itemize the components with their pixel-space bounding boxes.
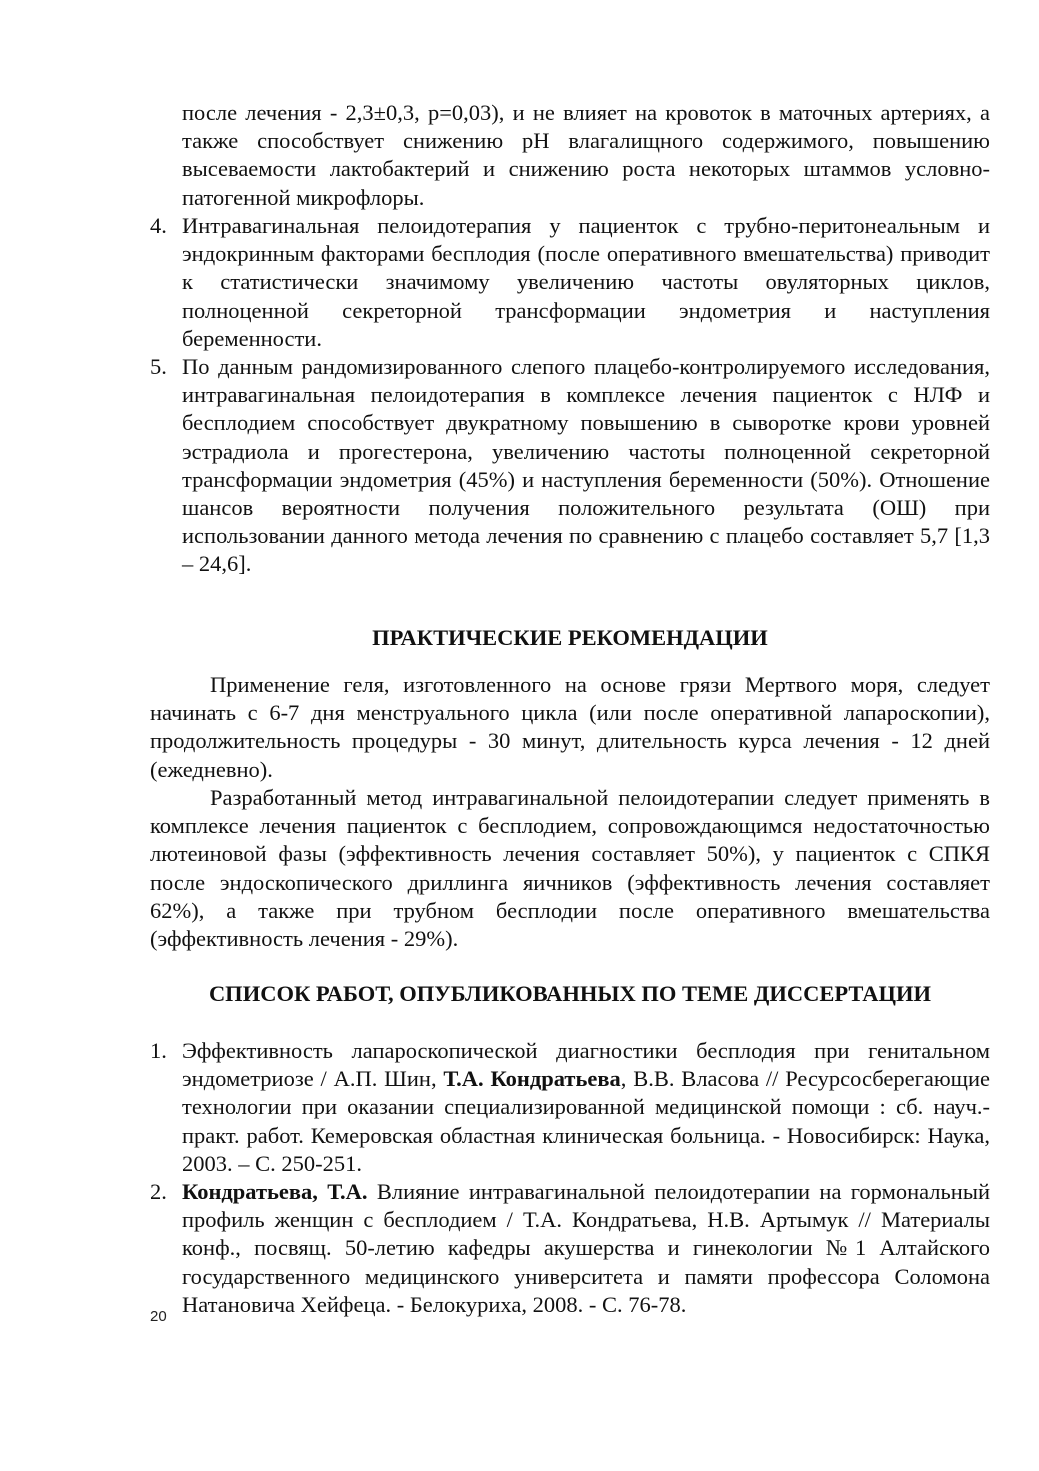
publication-text-part: , В.В. Власова // Ресурсосберегающие технологии при оказании специализированной медицинской помощи : сб. науч.-практ. работ. Кемеровская областная клиническая больница. - Новосибирск: Наука, 2003. – С. 250-251.	[182, 1066, 990, 1176]
publication-text-part: Влияние интравагинальной пелоидотерапии на гормональный профиль женщин с бесплодием / Т.А. Кондратьева, Н.В. Артымук // Материалы конф., посвящ. 50-летию кафедры акушерства и гинекологии №1 Алтайского государственного медицинского университета и памяти профессора Соломона Натановича Хейфеца. - Белокуриха, 2008. - С. 76-78.	[182, 1179, 990, 1317]
continuation-paragraph: после лечения - 2,3±0,3, p=0,03), и не влияет на кровоток в маточных артериях, а также способствует снижению pH влагалищного содержимого, повышению высеваемости лактобактерий и снижению роста некоторых штаммов условно-патогенной микрофлоры.	[182, 100, 990, 210]
recommendation-paragraph: Разработанный метод интравагинальной пелоидотерапии следует применять в комплексе лечения пациенток с бесплодием, сопровождающимся недостаточностью лютеиновой фазы (эффективность лечения составляет 50%), у пациенток с СПКЯ после эндоскопического дриллинга яичников (эффективность лечения составляет 62%), а также при трубном бесплодии после оперативного вмешательства (эффективность лечения - 29%).	[150, 785, 990, 952]
list-number: 2.	[150, 1179, 167, 1204]
page-number: 20	[150, 1308, 167, 1325]
list-number: 1.	[150, 1038, 167, 1063]
list-number: 5.	[150, 354, 167, 379]
publication-item-1	[150, 1037, 990, 1178]
list-number: 4.	[150, 213, 167, 238]
recommendations-heading: ПРАКТИЧЕСКИЕ РЕКОМЕНДАЦИИ	[372, 625, 768, 650]
publication-text	[182, 1178, 990, 1319]
conclusion-item-5	[150, 353, 990, 579]
publication-text	[182, 1037, 990, 1178]
author-bold: Т.А. Кондратьева	[443, 1066, 621, 1092]
publication-item-2	[150, 1178, 990, 1319]
conclusion-item-4	[150, 212, 990, 353]
conclusion-text: Интравагинальная пелоидотерапия у пациенток с трубно-перитонеальным и эндокринным факторами бесплодия (после оперативного вмешательства) приводит к статистически значимому увеличению частоты овуляторных циклов, полноценной секреторной трансформации эндометрия и наступления беременности.	[182, 213, 990, 351]
conclusion-text: По данным рандомизированного слепого плацебо-контролируемого исследования, интравагинальная пелоидотерапия в комплексе лечения пациенток с НЛФ и бесплодием способствует двукратному повышению в сыворотке крови уровней эстрадиола и прогестерона, увеличению частоты полноценной секреторной трансформации эндометрия (45%) и наступления беременности (50%). Отношение шансов вероятности получения положительного результата (ОШ) при использовании данного метода лечения по сравнению с плацебо составляет 5,7 [1,3 – 24,6].	[182, 354, 990, 577]
publication-text-part: Эффективность лапароскопической диагностики бесплодия при генитальном эндометриозе / А.П. Шин,	[182, 1038, 990, 1092]
author-bold: Кондратьева, Т.А.	[182, 1179, 368, 1204]
publications-heading: СПИСОК РАБОТ, ОПУБЛИКОВАННЫХ ПО ТЕМЕ ДИССЕРТАЦИИ	[208, 981, 932, 1006]
recommendation-paragraph: Применение геля, изготовленного на основе грязи Мертвого моря, следует начинать с 6-7 дня менструального цикла (или после оперативной лапароскопии), продолжительность процедуры - 30 минут, длительность курса лечения - 12 дней (ежедневно).	[150, 672, 990, 782]
